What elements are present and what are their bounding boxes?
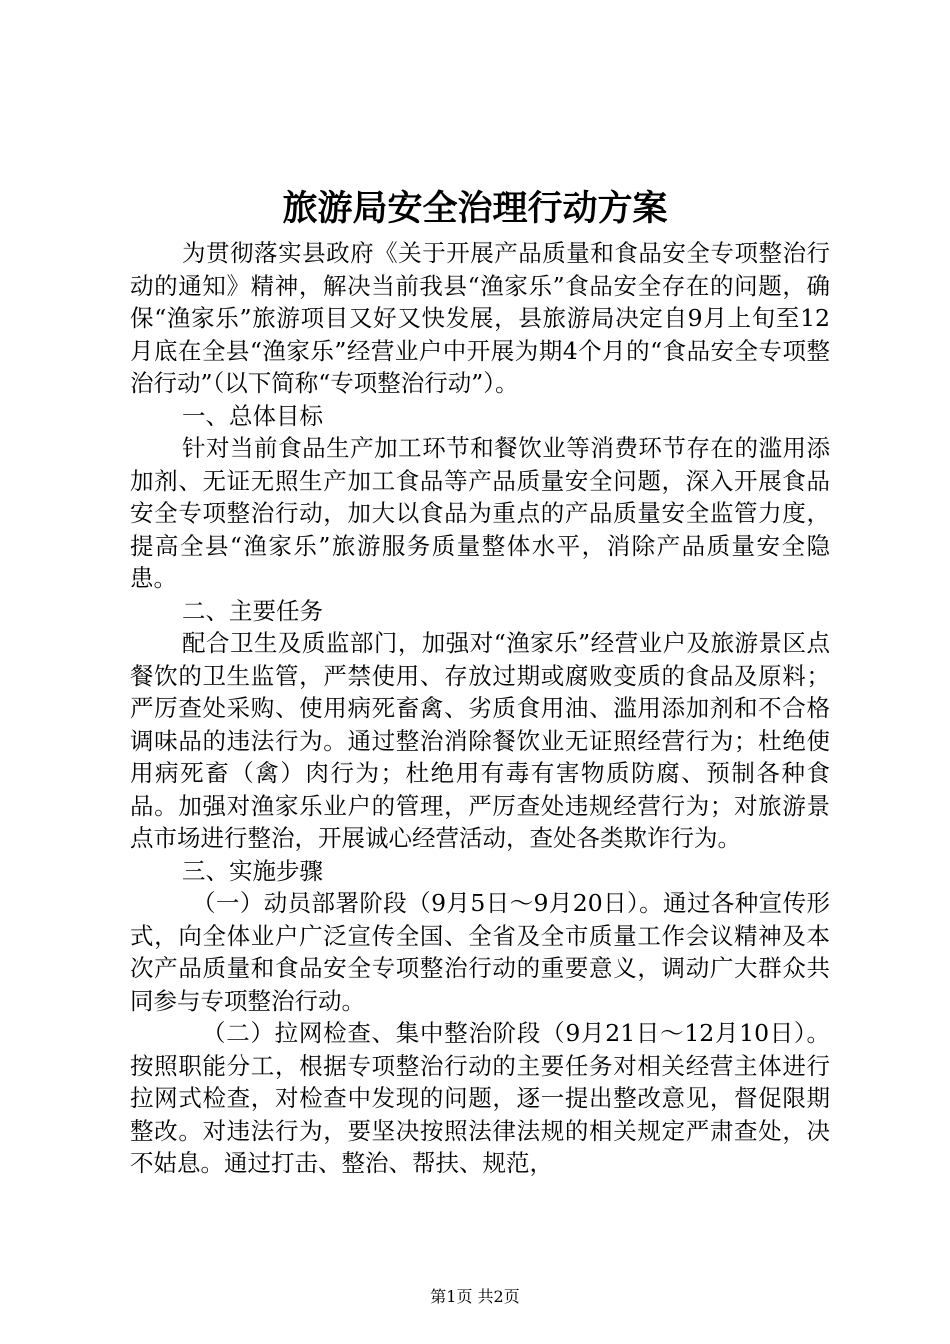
section-heading-tasks: 二、主要任务	[182, 596, 323, 625]
intro-paragraph: 为贯彻落实县政府《关于开展产品质量和食品安全专项整治行动的通知》精神，解决当前我县“渔家乐”食品安全存在的问题，确保“渔家乐”旅游项目又好又快发展，县旅游局决定自9月上旬至12月底在全县“渔家乐”经营业户中开展为期4个月的“食品安全专项整治行动”（以下简称“专项整治行动”）。	[130, 239, 830, 397]
step-two-paragraph: （二）拉网检查、集中整治阶段（9月21日～12月10日）。按照职能分工，根据专项整治行动的主要任务对相关经营主体进行拉网式检查，对检查中发现的问题，逐一提出整改意见，督促限期整改。对违法行为，要坚决按照法律法规的相关规定严肃查处，决不姑息。通过打击、整治、帮扶、规范，	[130, 1019, 830, 1177]
tasks-paragraph: 配合卫生及质监部门，加强对“渔家乐”经营业户及旅游景区点餐饮的卫生监管，严禁使用、存放过期或腐败变质的食品及原料；严厉查处采购、使用病死畜禽、劣质食用油、滥用添加剂和不合格调味品的违法行为。通过整治消除餐饮业无证照经营行为；杜绝使用病死畜（禽）肉行为；杜绝用有毒有害物质防腐、预制各种食品。加强对渔家乐业户的管理，严厉查处违规经营行为；对旅游景点市场进行整治，开展诚心经营活动，查处各类欺诈行为。	[130, 629, 830, 852]
goals-paragraph: 针对当前食品生产加工环节和餐饮业等消费环节存在的滥用添加剂、无证无照生产加工食品等产品质量安全问题，深入开展食品安全专项整治行动，加大以食品为重点的产品质量安全监管力度，提高全县“渔家乐”旅游服务质量整体水平，消除产品质量安全隐患。	[130, 434, 830, 592]
section-heading-goals: 一、总体目标	[182, 401, 323, 430]
section-heading-steps: 三、实施步骤	[182, 856, 323, 885]
document-body	[130, 237, 830, 1180]
step-one-paragraph: （一）动员部署阶段（9月5日～9月20日）。通过各种宣传形式，向全体业户广泛宣传全国、全省及全市质量工作会议精神及本次产品质量和食品安全专项整治行动的重要意义，调动广大群众共同参与专项整治行动。	[130, 889, 830, 1015]
page-title: 旅游局安全治理行动方案	[282, 188, 668, 229]
page-number-footer: 第1页 共2页	[430, 1287, 520, 1306]
